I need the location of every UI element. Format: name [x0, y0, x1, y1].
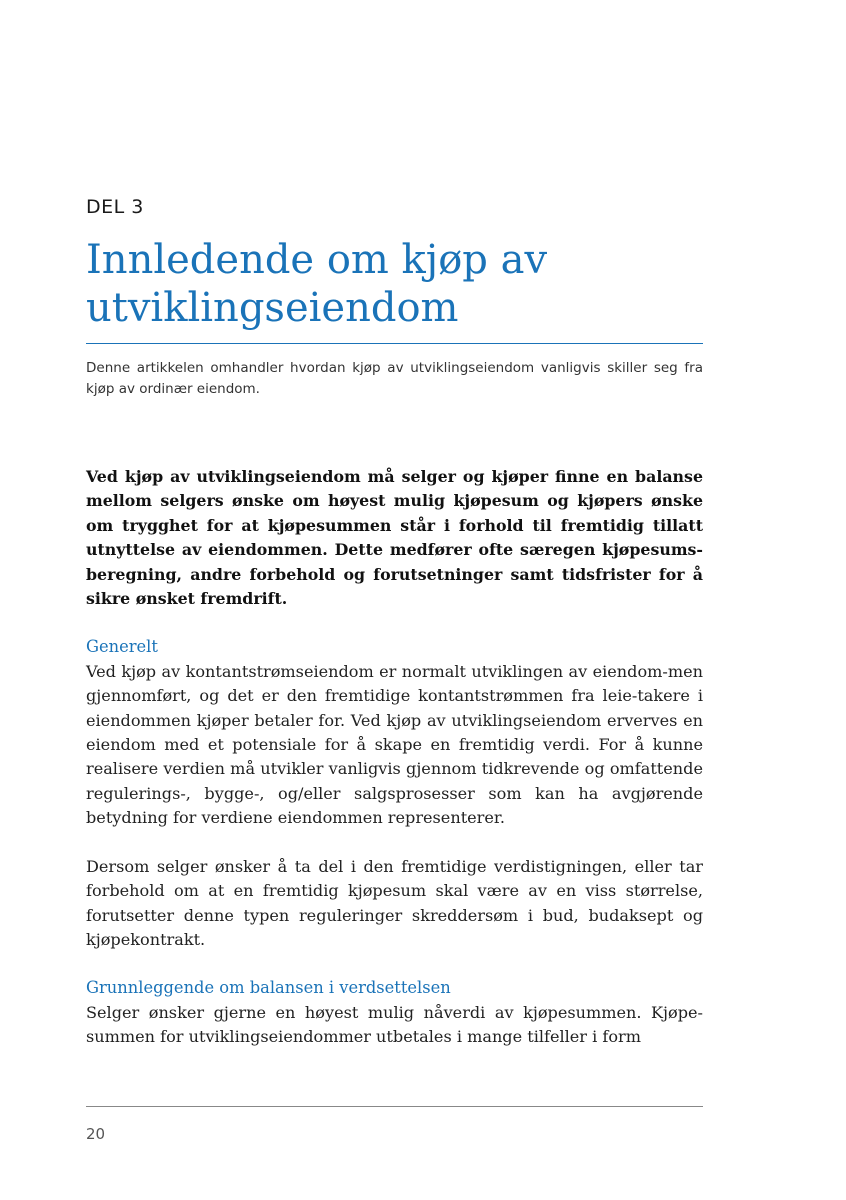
section-heading-generelt: Generelt — [86, 637, 158, 657]
body-paragraph: Selger ønsker gjerne en høyest mulig nåverdi av kjøpesummen. Kjøpe-summen for utviklingseiendommer utbetales i mange tilfeller i form — [86, 1002, 703, 1047]
intro-text: Denne artikkelen omhandler hvordan kjøp av utviklingseiendom vanligvis skiller seg fra kjøp av ordinær eiendom. — [86, 360, 703, 397]
page-title: Innledende om kjøp av utviklingseiendom — [86, 237, 548, 331]
section-heading-balanse: Grunnleggende om balansen i verdsettelsen — [86, 978, 451, 998]
body-paragraph: Dersom selger ønsker å ta del i den fremtidige verdistigningen, eller tar forbehold om at en fremtidig kjøpesum skal være av en viss størrelse, forutsetter denne typen reguleringer skreddersøm i bud, budaksept og kjøpekontrakt. — [86, 856, 703, 949]
document-page — [86, 0, 703, 1200]
title-divider — [86, 343, 703, 344]
footer-divider — [86, 1106, 703, 1107]
lead-paragraph: Ved kjøp av utviklingseiendom må selger og kjøper finne en balanse mellom selgers ønske om høyest mulig kjøpesum og kjøpers ønske om trygghet for at kjøpesummen står i forhold til fremtidig tillatt utnyttelse av eiendommen. Dette medfører ofte særegen kjøpesums-beregning, andre forbehold og forutsetninger samt tidsfrister for å sikre ønsket fremdrift. — [86, 467, 703, 609]
page-number: 20 — [86, 1125, 106, 1143]
section-label: DEL 3 — [86, 196, 144, 218]
body-paragraph: Ved kjøp av kontantstrømseiendom er normalt utviklingen av eiendom-men gjennomført, og det er den fremtidige kontantstrømmen fra leie-takere i eiendommen kjøper betaler for. Ved kjøp av utviklingseiendom erverves en eiendom med et potensiale for å skape en fremtidig verdi. For å kunne realisere verdien må utvikler vanligvis gjennom tidkrevende og omfattende regulerings-, bygge-, og/eller salgsprosesser som kan ha avgjørende betydning for verdiene eiendommen representerer. — [86, 661, 703, 828]
article-body — [86, 465, 703, 1050]
